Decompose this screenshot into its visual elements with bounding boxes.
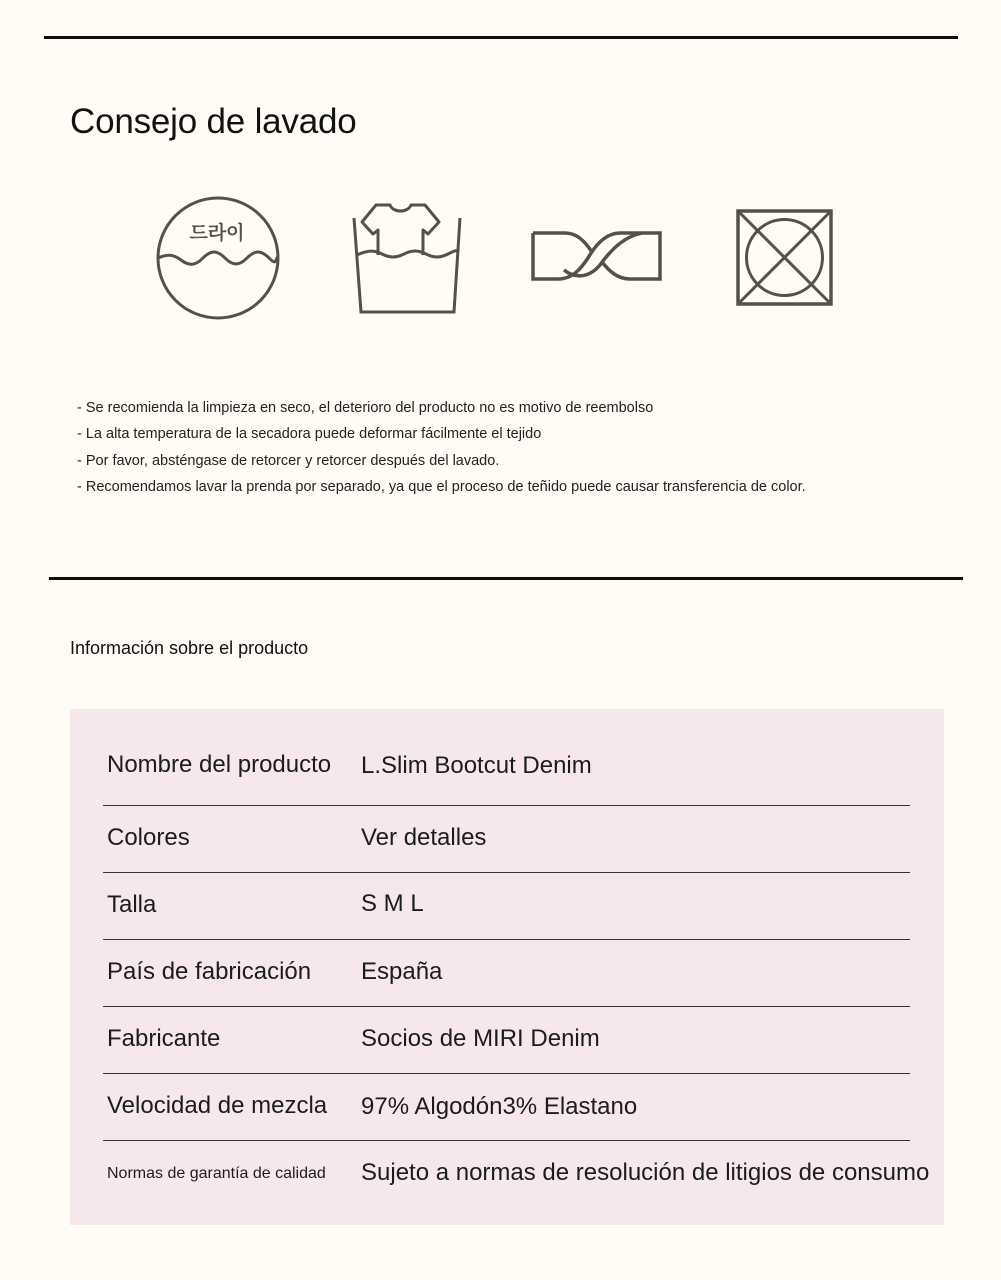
care-note: - La alta temperatura de la secadora puede deformar fácilmente el tejido [77, 426, 542, 443]
row-label: Nombre del producto [107, 751, 332, 778]
section-divider [49, 577, 963, 580]
care-notes [77, 395, 806, 500]
row-label: Velocidad de mezcla [107, 1092, 328, 1119]
row-label: Colores [107, 824, 190, 851]
table-row [103, 1140, 930, 1225]
table-row [103, 1073, 910, 1141]
care-note: - Recomendamos lavar la prenda por separado, ya que el proceso de teñido puede causar transferencia de color. [77, 478, 806, 495]
table-row [103, 939, 910, 1007]
do-not-tumble-dry-icon [736, 209, 833, 306]
row-value: Sujeto a normas de resolución de litigios de consumo [361, 1159, 930, 1186]
row-label: País de fabricación [107, 958, 312, 985]
row-value: Ver detalles [361, 824, 487, 851]
row-value: 97% Algodón3% Elastano [361, 1093, 638, 1120]
care-title: Consejo de lavado [70, 102, 357, 141]
table-row [103, 1006, 910, 1074]
care-note: - Se recomienda la limpieza en seco, el deterioro del producto no es motivo de reembolso [77, 400, 654, 416]
row-value: Socios de MIRI Denim [361, 1025, 600, 1052]
do-not-wring-icon [530, 230, 663, 282]
row-value: S M L [361, 890, 424, 917]
dry-clean-icon [155, 194, 283, 322]
table-row [103, 872, 910, 940]
row-value: España [361, 958, 443, 985]
table-row [103, 805, 910, 873]
row-label: Fabricante [107, 1025, 221, 1052]
product-info-title: Información sobre el producto [70, 638, 309, 658]
hand-wash-icon [348, 200, 463, 318]
row-label: Normas de garantía de calidad [107, 1165, 326, 1182]
top-divider [44, 36, 958, 39]
row-label: Talla [107, 891, 157, 918]
dry-clean-label: 드라이 [189, 222, 245, 244]
product-info-table [70, 709, 944, 1225]
row-value: L.Slim Bootcut Denim [361, 752, 592, 779]
table-row [103, 709, 910, 806]
care-note: - Por favor, absténgase de retorcer y retorcer después del lavado. [77, 452, 500, 469]
